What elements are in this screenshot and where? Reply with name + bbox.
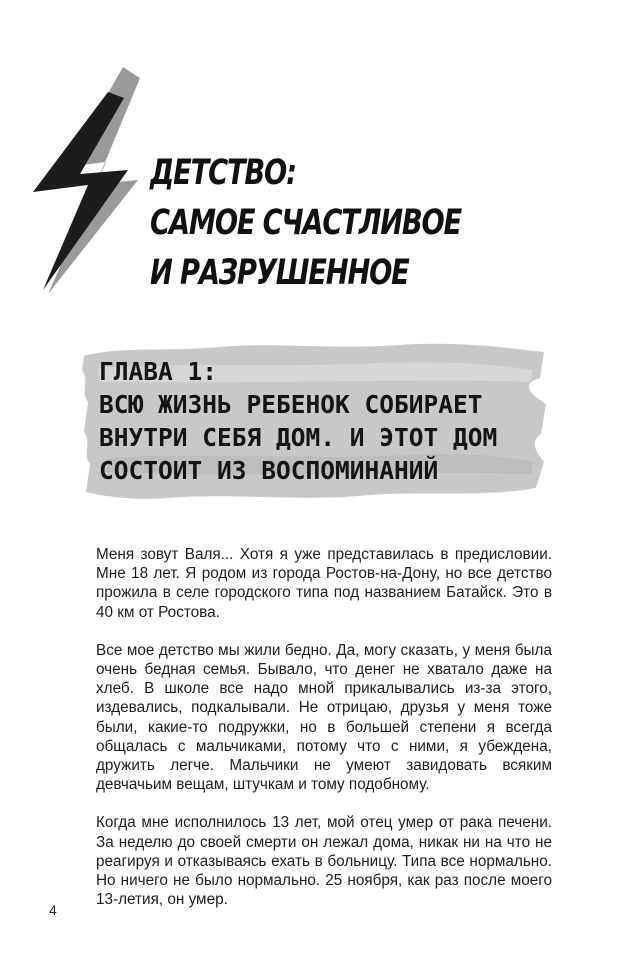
chapter-title-line: ВСЮ ЖИЗНЬ РЕБЕНОК СОБИРАЕТ [99,390,483,419]
section-title [150,148,493,298]
paragraph: Все мое детство мы жили бедно. Да, могу сказать, у меня была очень бедная семья. Бывало, что денег не хватало даже на хлеб. В школе все надо мной прикалывались из-за этого, издевались, подкалывали. Не отрицаю, друзья у меня тоже были, какие-то подружки, но в большей степени я всегда общалась с мальчиками, потому что с ними, я убеждена, дружить легче. Мальчики не умеют завидовать всяким девчачьим вещам, штучкам и тому подобному. [96,641,552,794]
body-text [96,545,552,928]
chapter-title [99,355,530,487]
lightning-bolt-icon [28,62,148,302]
chapter-title-line: ВНУТРИ СЕБЯ ДОМ. И ЭТОТ ДОМ [99,423,498,452]
paragraph: Меня зовут Валя... Хотя я уже представилась в предисловии. Мне 18 лет. Я родом из города Ростов-на-Дону, но все детство прожила в селе городского типа под названием Батайск. Это в 40 км от Ростова. [96,546,552,621]
paragraph: Когда мне исполнилось 13 лет, мой отец умер от рака печени. За неделю до своей смерти он лежал дома, никак ни на что не реагируя и отказываясь ехать в больницу. Типа все нормально. Но ничего не было нормально. 25 ноября, как раз после моего 13-летия, он умер. [96,814,552,909]
chapter-title-line: СОСТОИТ ИЗ ВОСПОМИНАНИЙ [99,456,439,485]
chapter-label: ГЛАВА 1: [99,357,218,386]
page-number: 4 [49,902,57,918]
section-title-line: ДЕТСТВО: [150,153,296,193]
section-title-line: САМОЕ СЧАСТЛИВОЕ [150,203,462,243]
section-title-line: И РАЗРУШЕННОЕ [150,253,409,293]
